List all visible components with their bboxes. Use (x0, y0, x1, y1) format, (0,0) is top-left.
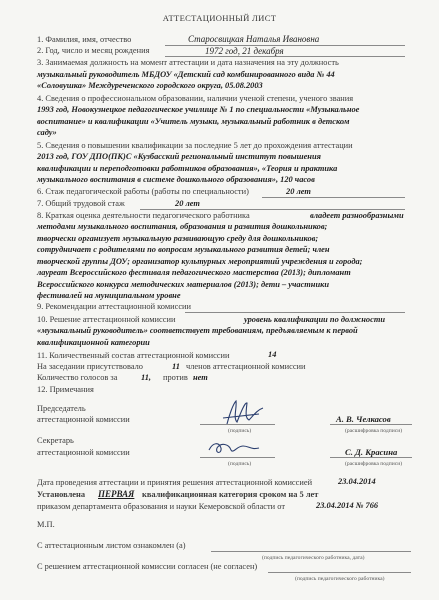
underline (330, 424, 412, 425)
acknowledged-label: С аттестационным листом ознакомлен (а) (37, 541, 186, 550)
item-6-value: 20 лет (286, 187, 311, 196)
secretary-signature-caption: (подпись) (228, 461, 252, 467)
order-value: 23.04.2014 № 766 (316, 501, 379, 510)
item-8-value-line-4: творческой группы ДОУ; организатор культурных мероприятий учреждения и города; (37, 257, 363, 266)
item-8-value-line-1: методами музыкального воспитания, образования и развития дошкольников; (37, 222, 328, 231)
category-value: ПЕРВАЯ (98, 489, 135, 499)
item-1-label: 1. Фамилия, имя, отчество (37, 35, 132, 44)
item-3-value-line-1: музыкальный руководитель МБДОУ «Детский сад комбинированного вида № 44 (37, 70, 335, 79)
present-suffix: членов аттестационной комиссии (186, 362, 306, 371)
secretary-name: С. Д. Красина (345, 447, 398, 457)
secretary-label-2: аттестационной комиссии (37, 448, 130, 457)
item-10-label: 10. Решение аттестационной комиссии (37, 315, 176, 324)
item-10-value-line-0: уровень квалификации по должности (244, 315, 385, 324)
item-3-label: 3. Занимаемая должность на момент аттестации и дата назначения на эту должность (37, 58, 339, 67)
item-8-value-line-0: владеет разнообразными (310, 211, 404, 220)
item-8-value-line-7: фестивалей на муниципальном уровне (37, 291, 181, 300)
underline (268, 572, 411, 573)
chairman-label-2: аттестационной комиссии (37, 415, 130, 424)
item-2-label: 2. Год, число и месяц рождения (37, 46, 150, 55)
underline (211, 551, 411, 552)
votes-against-label: против (163, 373, 188, 382)
underline (200, 424, 275, 425)
item-3-value-line-2: «Соловушка» Междуреченского городского округа, 05.08.2003 (37, 81, 263, 90)
underline (165, 56, 405, 57)
chairman-signature (215, 398, 270, 426)
decision-date-value: 23.04.2014 (338, 477, 376, 486)
stamp-place: М.П. (37, 520, 55, 529)
agreement-label: С решением аттестационной комиссии согласен (не согласен) (37, 562, 258, 571)
present-label: На заседании присутствовало (37, 362, 143, 371)
order-label: приказом департамента образования и науки Кемеровской области от (37, 502, 285, 511)
item-5-value-line-2: квалификации и переподготовки работников образования», «Теория и практика (37, 164, 338, 173)
item-8-value-line-3: сотрудничает с родителями по вопросам музыкального развития детей; член (37, 245, 330, 254)
underline (140, 209, 405, 210)
document-title: АТТЕСТАЦИОННЫЙ ЛИСТ (162, 13, 277, 23)
item-5-value-line-3: музыкального воспитания в системе дошкольного образования», 120 часов (37, 175, 315, 184)
votes-against-count: нет (193, 373, 208, 382)
secretary-label-1: Секретарь (37, 436, 74, 445)
secretary-signature (205, 436, 265, 458)
underline (330, 457, 412, 458)
item-10-value-line-2: квалификационной категории (37, 338, 150, 347)
underline (262, 197, 405, 198)
item-10-value-line-1: «музыкальный руководитель» соответствует требованиям, предъявляемым к первой (37, 326, 358, 335)
item-4-value-line-1: 1993 год, Новокузнецкое педагогическое училище № 1 по специальности «Музыкальное (37, 105, 360, 114)
established-label: Установлена (37, 490, 86, 499)
agreement-caption: (подпись педагогического работника) (295, 576, 385, 582)
present-count: 11 (172, 362, 180, 371)
item-6-label: 6. Стаж педагогической работы (работы по специальности) (37, 187, 249, 196)
chairman-decode-caption: (расшифровка подписи) (345, 428, 403, 434)
item-5-value-line-1: 2013 год, ГОУ ДПО(ПК)С «Кузбасский региональный институт повышения (37, 152, 321, 161)
item-11-label: 11. Количественный состав аттестационной комиссии (37, 351, 230, 360)
secretary-decode-caption: (расшифровка подписи) (345, 461, 403, 467)
category-term: квалификационная категория сроком на 5 лет (142, 490, 319, 499)
item-4-label: 4. Сведения о профессиональном образовании, наличии ученой степени, ученого звания (37, 94, 354, 103)
decision-date-label: Дата проведения аттестации и принятия решения аттестационной комиссией (37, 478, 313, 487)
item-1-value: Старосвицкая Наталья Ивановна (188, 34, 320, 44)
votes-for-label: Количество голосов за (37, 373, 118, 382)
item-8-value-line-2: творчески организует музыкальную развивающую среду для дошкольников; (37, 234, 319, 243)
chairman-label-1: Председатель (37, 404, 86, 413)
item-7-label: 7. Общий трудовой стаж (37, 199, 125, 208)
underline (185, 312, 405, 313)
chairman-name: А. В. Челкасов (336, 414, 391, 424)
item-4-value-line-2: воспитание» и квалификации «Учитель музыки, музыкальный работник в детском (37, 117, 350, 126)
item-2-value: 1972 год, 21 декабря (205, 46, 284, 56)
item-12-label: 12. Примечания (37, 385, 94, 394)
item-5-label: 5. Сведения о повышении квалификации за последние 5 лет до прохождения аттестации (37, 141, 353, 150)
item-8-value-line-5: лауреат Всероссийского фестиваля педагогического мастерства (2013); дипломант (37, 268, 351, 277)
item-4-value-line-3: саду» (37, 128, 57, 137)
underline (165, 45, 405, 46)
item-8-label: 8. Краткая оценка деятельности педагогического работника (37, 211, 250, 220)
item-9-label: 9. Рекомендации аттестационной комиссии (37, 302, 191, 311)
item-11-value: 14 (268, 350, 277, 359)
item-7-value: 20 лет (175, 199, 200, 208)
underline (200, 457, 275, 458)
item-8-value-line-6: Всероссийского конкурса методических материалов (2013); дети – участники (37, 280, 330, 289)
acknowledged-caption: (подпись педагогического работника, дата) (262, 555, 365, 561)
votes-for-count: 11, (141, 373, 152, 382)
chairman-signature-caption: (подпись) (228, 428, 252, 434)
